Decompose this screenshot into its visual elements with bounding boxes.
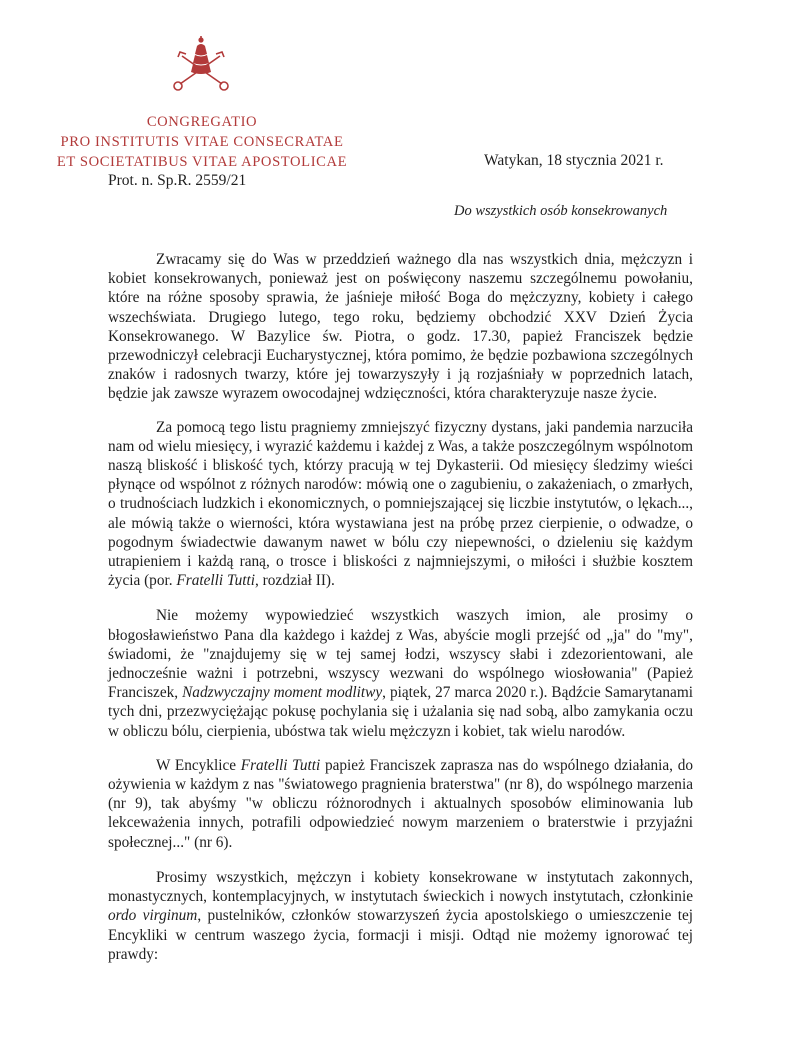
paragraph-4-text-a: W Encyklice [156,756,241,774]
addressee: Do wszystkich osób konsekrowanych [454,203,668,219]
congregation-line-3: ET SOCIETATIBUS VITAE APOSTOLICAE [56,154,348,170]
paragraph-4 [108,756,693,852]
paragraph-3 [108,606,693,740]
paragraph-3-italic: Nadzwyczajny moment modlitwy [182,684,383,702]
paragraph-4-italic: Fratelli Tutti [240,756,321,774]
protocol-number: Prot. n. Sp.R. 2559/21 [108,172,247,189]
paragraph-5 [108,868,693,964]
paragraph-3-text-a: Nie możemy wypowiedzieć wszystkich waszych imion, ale prosimy o błogosławieństwo Pana dla każdego i każdej z Was, abyście mogli przejść od „ja" do "my", świadomi, że "znajdujemy się w tej samej łodzi, wszyscy słabi i zdezorientowani, ale jednocześnie ważni i potrzebni, wszyscy wezwani do wspólnego wiosłowania" (Papież Franciszek, [108,607,693,702]
papal-keys-tiara-icon [170,34,232,92]
paragraph-1: Zwracamy się do Was w przeddzień ważnego dla nas wszystkich dnia, mężczyzn i kobiet konsekrowanych, ponieważ jest on poświęcony naszemu szczególnemu powołaniu, które na różne sposoby sprawia, że jaśnieje miłość Boga do mężczyzny, kobiety i całego wszechświata. Drugiego lutego, tego roku, będziemy obchodzić XXV Dzień Życia Konsekrowanego. W Bazylice św. Piotra, o godz. 17.30, papież Franciszek będzie przewodniczył celebracji Eucharystycznej, która pomimo, że będzie pozbawiona szczególnych znaków i radosnych twarzy, które jej towarzyszyły i ją rozjaśniały w poprzednich latach, będzie jak zawsze wyrazem owocodajnej wdzięczności, która charakteryzuje nasze życie. [108,251,693,403]
paragraph-2-text-b: , rozdział II). [255,572,335,590]
congregation-line-1: CONGREGATIO [146,114,258,130]
congregation-line-2: PRO INSTITUTIS VITAE CONSECRATAE [60,134,344,150]
paragraph-5-text-b: , pustelników, członków stowarzyszeń życia apostolskiego o umieszczenie tej Encykliki w centrum waszego życia, formacji i misji. Odtąd nie możemy ignorować tej prawdy: [108,907,693,963]
paragraph-2-italic: Fratelli Tutti [176,572,256,590]
paragraph-5-text-a: Prosimy wszystkich, mężczyn i kobiety konsekrowane w instytutach zakonnych, monastycznych, kontemplacyjnych, w instytutach świeckich i nowych instytutach, członkinie [108,868,693,906]
paragraph-2 [108,418,693,591]
letter-body [108,250,693,981]
paragraph-5-italic: ordo virginum [108,907,198,925]
paragraph-4-text-b: papież Franciszek zaprasza nas do wspólnego działania, do ożywienia w każdym z nas "światowego pragnienia braterstwa" (nr 8), do wspólnego marzenia (nr 9), tak abyśmy "w obliczu różnorodnych i aktualnych sposobów eliminowania lub lekceważenia innych, potrafili odpowiedzieć nowym marzeniem o braterstwie i przyjaźni społecznej..." (nr 6). [108,756,694,851]
congregation-name [44,112,360,172]
paragraph-3-text-b: , piątek, 27 marca 2020 r.). Bądźcie Samarytanami tych dni, przezwyciężając pokusę pochylania się i użalania się nad sobą, albo zamykania oczu w obliczu bólu, cierpienia, ubóstwa tak wielu mężczyzn i kobiet, tak wielu narodów. [108,684,693,740]
dateline: Watykan, 18 stycznia 2021 r. [484,152,664,169]
paragraph-2-text-a: Za pomocą tego listu pragniemy zmniejszyć fizyczny dystans, jaki pandemia narzuciła nam od wielu miesięcy, i wyrazić każdemu i każdej z Was, a także poszczególnym wspólnotom naszą bliskość i bliskość tych, którzy pracują w tej Dykasterii. Od miesięcy śledzimy wieści płynące od wspólnot z różnych narodów: mówią one o zagubieniu, o zakażeniach, o zmarłych, o trudnościach ludzkich i ekonomicznych, o pomniejszającej się liczbie instytutów, o lękach..., ale mówią także o wierności, która wystawiana jest na próbę przez cierpienie, o odwadze, o pogodnym świadectwie dawanym nawet w bólu czy niepewności, o dzieleniu się każdym utrapieniem i każdą raną, o trosce i bliskości z najmniejszymi, o miłości i służbie kosztem życia (por. [108,418,693,590]
